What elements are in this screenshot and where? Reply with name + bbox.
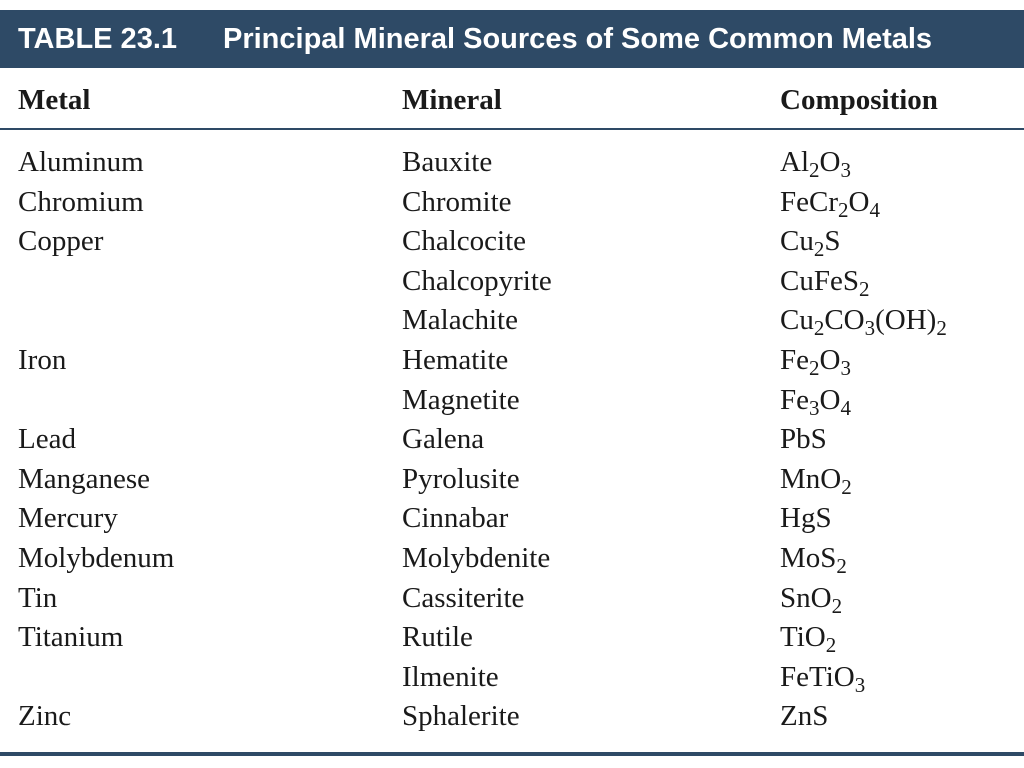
table-row (0, 381, 1024, 421)
cell-metal: Aluminum (18, 146, 144, 178)
table-row (0, 460, 1024, 500)
cell-composition: FeTiO$_3$ (780, 660, 866, 697)
header-metal: Metal (18, 84, 91, 116)
cell-mineral: Cinnabar (402, 502, 509, 535)
cell-mineral: Malachite (402, 304, 518, 337)
cell-metal: Lead (18, 423, 76, 456)
cell-metal: Manganese (18, 462, 151, 495)
cell-composition: $Cu_2CO_3(OH)_2$ (780, 304, 947, 341)
table-row (0, 420, 1024, 460)
table-row (0, 301, 1024, 341)
table-header-row (0, 80, 1024, 124)
table-row (0, 579, 1024, 619)
cell-composition: $Fe_2O_3$ (780, 343, 851, 380)
cell-mineral: Magnetite (402, 383, 520, 416)
table-row (0, 183, 1024, 223)
cell-mineral: Sphalerite (402, 700, 520, 733)
cell-metal: Titanium (18, 621, 124, 654)
table-row (0, 658, 1024, 698)
cell-composition: $Cu_2S$ (780, 225, 841, 262)
cell-composition: $Al_2O_3$ (780, 146, 851, 182)
cell-metal: Mercury (18, 502, 118, 535)
cell-metal: Iron (18, 343, 67, 376)
cell-mineral: Cassiterite (402, 581, 525, 614)
header-rule (0, 128, 1024, 130)
cell-composition: SnO$_2$ (780, 581, 843, 618)
cell-mineral: Ilmenite (402, 660, 499, 693)
cell-mineral: Chalcocite (402, 225, 527, 258)
cell-mineral: Rutile (402, 621, 473, 654)
cell-mineral: Chalcopyrite (402, 264, 552, 297)
cell-mineral: Bauxite (402, 146, 493, 178)
cell-composition: MoS$_2$ (780, 541, 847, 578)
table-title-bar (0, 10, 1024, 68)
table-row (0, 143, 1024, 183)
cell-metal: Chromium (18, 185, 144, 218)
header-composition: Composition (780, 84, 938, 116)
table-row (0, 499, 1024, 539)
table-row (0, 222, 1024, 262)
cell-metal: Molybdenum (18, 541, 175, 574)
table-caption: Principal Mineral Sources of Some Common Metals (223, 23, 933, 55)
table-row (0, 618, 1024, 658)
cell-mineral: Galena (402, 423, 485, 456)
cell-mineral: Hematite (402, 343, 509, 376)
cell-composition: $Fe_3O_4$ (780, 383, 851, 420)
table-row (0, 539, 1024, 579)
header-mineral: Mineral (402, 84, 502, 116)
table-number: TABLE 23.1 (18, 23, 178, 55)
cell-composition: $FeCr_2O_4$ (780, 185, 880, 222)
cell-composition: PbS (780, 423, 827, 456)
cell-composition: CuFeS$_2$ (780, 264, 870, 301)
cell-mineral: Chromite (402, 185, 512, 218)
cell-metal: Tin (18, 581, 58, 614)
cell-composition: ZnS (780, 700, 829, 733)
table-body (0, 143, 1024, 737)
cell-mineral: Pyrolusite (402, 462, 520, 495)
cell-metal: Copper (18, 225, 104, 258)
cell-composition: TiO$_2$ (780, 621, 837, 658)
table-row (0, 262, 1024, 302)
cell-mineral: Molybdenite (402, 541, 551, 574)
table-row (0, 697, 1024, 737)
table-row (0, 341, 1024, 381)
bottom-rule (0, 752, 1024, 756)
cell-metal: Zinc (18, 700, 72, 733)
cell-composition: HgS (780, 502, 832, 535)
cell-composition: MnO$_2$ (780, 462, 852, 499)
